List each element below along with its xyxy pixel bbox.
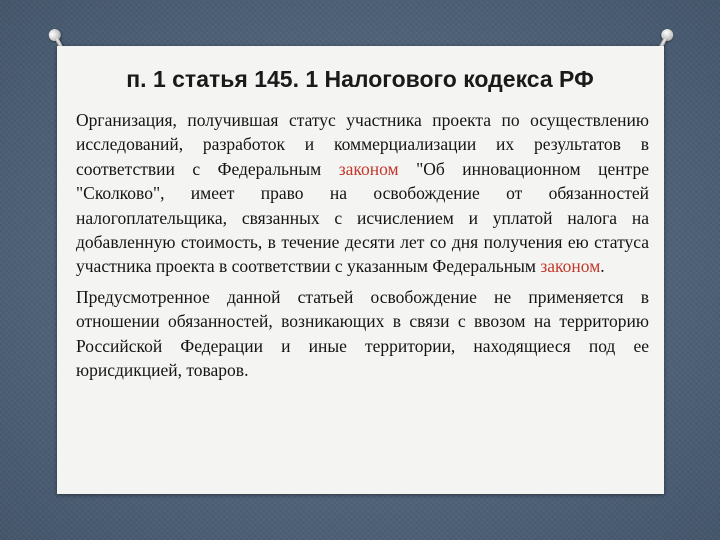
paragraph-2: Предусмотренное данной статьей освобождение не применяется в отношении обязанностей, возникающих в связи с ввозом на территорию Российской Федерации и иные территории, находящиеся под ее юрисдикцией, товаров.	[76, 286, 649, 381]
paragraph-1-text-a: Организация, получившая статус участника проекта по осуществлению исследований, разработок и коммерциализации их результатов в соответствии с Федеральным	[76, 110, 649, 179]
law-link[interactable]: законом	[540, 256, 601, 277]
slide-body	[76, 108, 649, 388]
paragraph-1	[76, 108, 649, 279]
law-link[interactable]: законом	[338, 158, 399, 179]
paragraph-1-text-end: .	[600, 256, 605, 277]
paragraph-1-text-b: "Об инновационном центре "Сколково", имеет право на освобождение от обязанностей налогоплательщика, связанных с исчислением и уплатой налога на добавленную стоимость, в течение десяти лет со дня получения ею статуса участника проекта в соответствии с указанным Федеральным	[76, 158, 649, 277]
slide-title: п. 1 статья 145. 1 Налогового кодекса РФ	[126, 66, 594, 92]
